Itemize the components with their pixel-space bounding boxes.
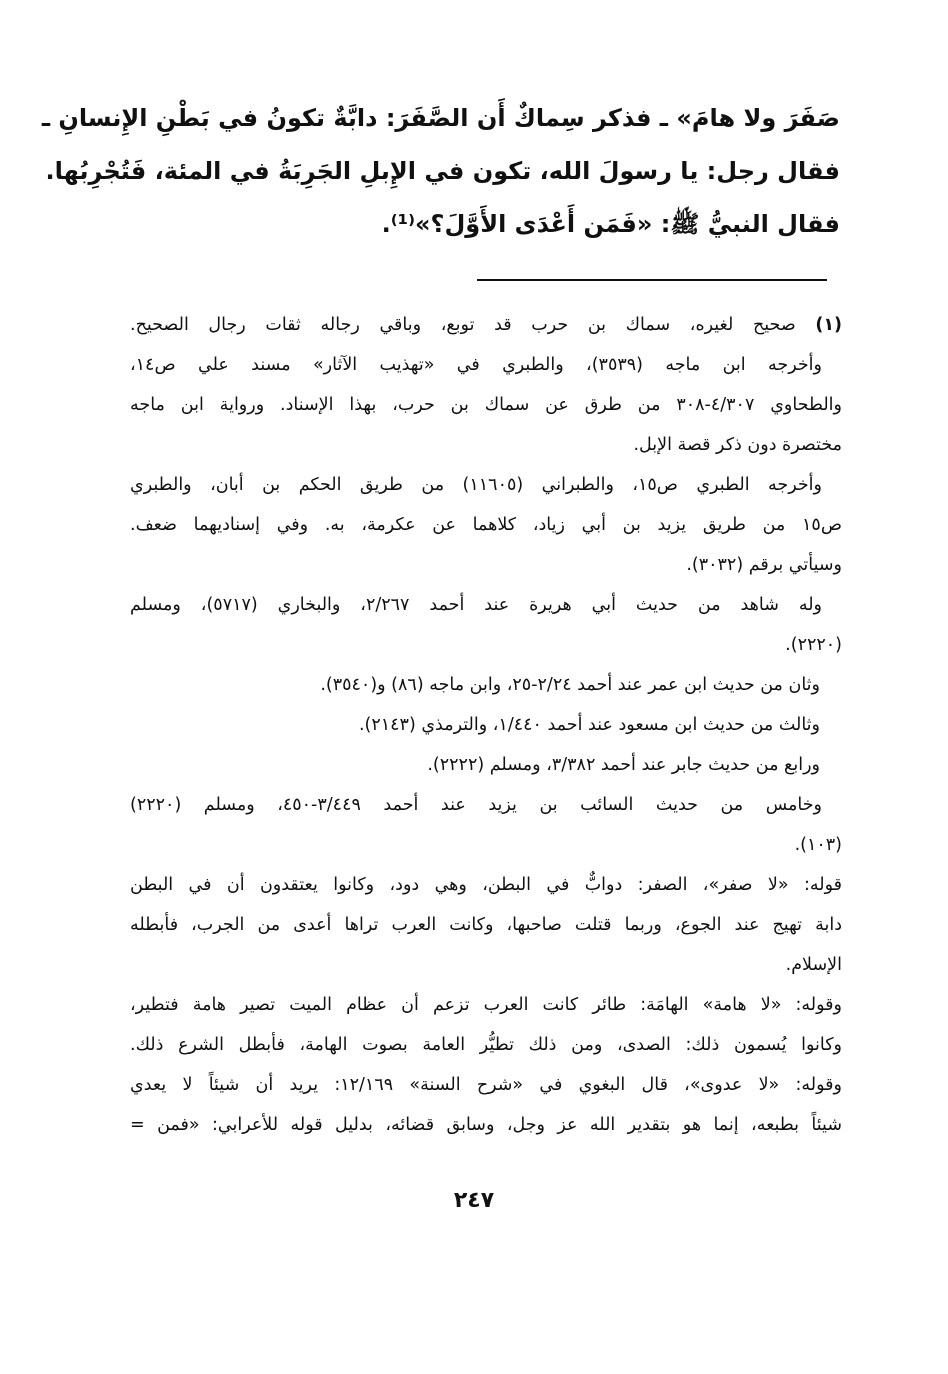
main-text-line: فقال رجل: يا رسولَ الله، تكون في الإِبلِ الجَرِبَةُ في المئة، فَتُجْرِبُها.: [45, 157, 840, 185]
footnote-line: شيئاً بطبعه، إنما هو بتقدير الله عز وجل، وسابق قضائه، بدليل قوله للأعرابي: «فمن =: [130, 1115, 842, 1135]
footnote-line: (٢٢٢٠).: [785, 635, 842, 655]
footnote-line: مختصرة دون ذكر قصة الإبل.: [633, 435, 842, 455]
footnote-line: ص١٥ من طريق يزيد بن أبي زياد، كلاهما عن عكرمة، به. وفي إسناديهما ضعف.: [130, 515, 842, 535]
footnote-line: وكانوا يُسمون ذلك: الصدى، ومن ذلك تطيُّر العامة بصوت الهامة، فأبطل الشرع ذلك.: [130, 1035, 842, 1055]
footnote-text: صحيح لغيره، سماك بن حرب قد توبع، وباقي رجاله ثقات رجال الصحيح.: [130, 315, 816, 335]
footnote-line: وقوله: «لا هامة» الهامَة: طائر كانت العرب تزعم أن عظام الميت تصير هامة فتطير،: [130, 995, 842, 1015]
footnote-line: ورابع من حديث جابر عند أحمد ٣/٣٨٢، ومسلم (٢٢٢٢).: [427, 755, 820, 775]
main-text-block: [41, 92, 840, 251]
main-text-line: صَفَرَ ولا هامَ» ـ فذكر سِماكٌ أَن الصَّفَرَ: دابَّةٌ تكونُ في بَطْنِ الإِنسانِ ـ: [41, 104, 840, 132]
footnote-line: وله شاهد من حديث أبي هريرة عند أحمد ٢/٢٦٧، والبخاري (٥٧١٧)، ومسلم: [130, 595, 823, 615]
footnote-line: الإسلام.: [785, 955, 842, 975]
footnote-line: وسيأتي برقم (٣٠٣٢).: [686, 555, 842, 575]
footnote-line: والطحاوي ٤/٣٠٧-٣٠٨ من طرق عن سماك بن حرب، بهذا الإسناد. ورواية ابن ماجه: [130, 395, 842, 415]
footnote-line: وخامس من حديث السائب بن يزيد عند أحمد ٣/٤٤٩-٤٥٠، ومسلم (٢٢٢٠): [130, 795, 822, 815]
footnote-separator-rule: [477, 279, 827, 281]
footnote-line: [130, 305, 842, 345]
footnote-line: وأخرجه ابن ماجه (٣٥٣٩)، والطبري في «تهذيب الآثار» مسند علي ص١٤،: [130, 355, 822, 375]
footnote-line: دابة تهيج عند الجوع، وربما قتلت صاحبها، وكانت العرب تراها أعدى من الجرب، فأبطله: [130, 915, 842, 935]
footnote-line: وأخرجه الطبري ص١٥، والطبراني (١١٦٠٥) من طريق الحكم بن أبان، والطبري: [130, 475, 822, 495]
footnote-line: وثالث من حديث ابن مسعود عند أحمد ١/٤٤٠، والترمذي (٢١٤٣).: [358, 715, 820, 735]
footnote-line: (١٠٣).: [794, 835, 842, 855]
footnote-line: وقوله: «لا عدوى»، قال البغوي في «شرح السنة» ١٢/١٦٩: يريد أن شيئاً لا يعدي: [130, 1075, 842, 1095]
footnote-line: قوله: «لا صفر»، الصفر: دوابٌّ في البطن، وهي دود، وكانوا يعتقدون أن في البطن: [130, 875, 842, 895]
footnotes-block: [130, 305, 842, 1145]
page-number: ٢٤٧: [453, 1188, 495, 1213]
main-text-line: فقال النبيُّ ﷺ: «فَمَن أَعْدَى الأَوَّلَ؟»⁽¹⁾.: [381, 210, 840, 238]
footnote-line: وثان من حديث ابن عمر عند أحمد ٢/٢٤-٢٥، وابن ماجه (٨٦) و(٣٥٤٠).: [320, 675, 820, 695]
footnote-number: (١): [815, 315, 842, 335]
